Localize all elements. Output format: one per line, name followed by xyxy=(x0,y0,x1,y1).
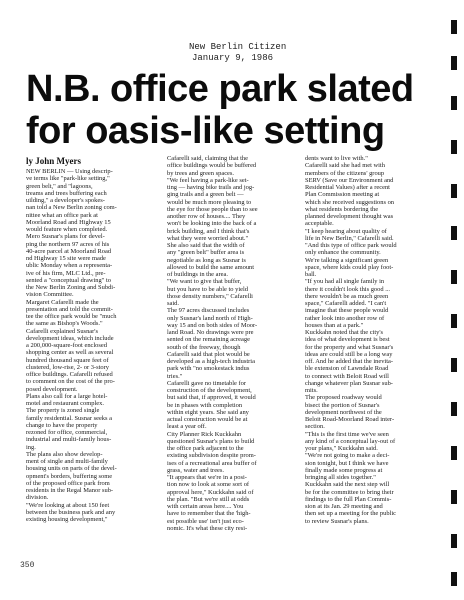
article-line: "This is the first time we've seen xyxy=(305,430,389,438)
binding-mark xyxy=(451,572,457,586)
article-line: ging trails and a green belt — xyxy=(167,191,244,199)
article-line: would be much more pleasing to xyxy=(167,198,252,206)
article-line: which she received suggestions on xyxy=(305,198,395,206)
headline-line-1: N.B. office park slated xyxy=(26,68,414,110)
binding-mark xyxy=(451,140,457,154)
byline: ly John Myers xyxy=(26,156,81,166)
article-line: development northwest of the xyxy=(305,408,382,416)
binding-mark xyxy=(451,358,457,372)
article-line: of buildings in the area. xyxy=(167,271,228,278)
article-line: The proposed roadway would xyxy=(305,394,382,402)
binding-mark xyxy=(451,534,457,548)
article-line: Beloit Road-Moorland Road inter- xyxy=(305,416,395,423)
article-line: the plan. "But we're still at odds xyxy=(167,495,250,503)
article-line: change whatever plan Susnar sub- xyxy=(305,379,393,387)
article-line: rather look into another row of xyxy=(305,314,385,322)
article-line: Kuckkahn noted that the city's xyxy=(305,329,384,336)
article-line: "We want to give that buffer, xyxy=(167,278,242,286)
article-line: but said that, if approved, it would xyxy=(167,394,256,402)
article-column-3 xyxy=(305,155,433,525)
article-line: south of the freeway, though xyxy=(167,343,241,351)
article-line: way 15 and on both sides of Moor- xyxy=(167,321,258,329)
article-line: industrial and multi-family hous- xyxy=(26,436,112,444)
article-line: won't be looking into the back of a xyxy=(167,220,257,228)
article-line: section. xyxy=(305,423,325,431)
article-line: any "green belt" buffer area is xyxy=(167,249,245,257)
article-line: approval here," Kuckkahn said of xyxy=(167,488,254,496)
binding-mark xyxy=(451,270,457,284)
binding-mark xyxy=(451,96,457,110)
article-line: motel and restaurant complex. xyxy=(26,400,104,407)
article-line: shopping center as well as several xyxy=(26,349,114,357)
article-line: space," Cafarelli added. "I can't xyxy=(305,300,387,307)
article-line: Mero Susnar's plans for devel- xyxy=(26,233,105,241)
article-line: Plan Commission meeting at xyxy=(305,191,380,199)
article-line: sion tonight, but I think we have xyxy=(305,459,389,467)
article-line: "If you had all single family in xyxy=(305,278,385,286)
article-line: SERV (Save our Environment and xyxy=(305,176,394,184)
page-number: 350 xyxy=(20,561,35,570)
article-line: Moorland Road and Highway 15 xyxy=(26,218,111,226)
article-line: those density numbers," Cafarelli xyxy=(167,292,253,300)
binding-mark xyxy=(451,184,457,198)
article-line: ment of single and multi-family xyxy=(26,458,108,465)
article-line: Cafarelli said that plot would be xyxy=(167,350,250,358)
article-line: uilding," a developer's spokes- xyxy=(26,197,105,204)
article-line: what residents bordering the xyxy=(305,205,379,213)
article-line: NEW BERLIN — Using descrip- xyxy=(26,168,113,175)
article-line: be for the committee to bring their xyxy=(305,488,394,496)
article-line: "I keep hearing about quality of xyxy=(305,227,387,235)
article-line: least a year off. xyxy=(167,423,207,431)
article-line: ideas are could still be a long way xyxy=(305,350,393,358)
article-line: a 200,000-square-foot enclosed xyxy=(26,342,107,349)
article-line: to connect with Beloit Road will xyxy=(305,372,389,380)
article-line: space, where kids could play foot- xyxy=(305,263,394,271)
article-line: "We feel having a park-like set- xyxy=(167,176,249,184)
article-column-1 xyxy=(26,168,154,523)
article-line: Cafarelli said, claiming that the xyxy=(167,155,248,162)
article-line: idea of what development is best xyxy=(305,336,390,344)
headline xyxy=(26,68,416,152)
article-line: rezoned for office, commercial, xyxy=(26,429,108,436)
article-line: The 97 acres discussed includes xyxy=(167,307,250,315)
article-line: est possible use' isn't just eco- xyxy=(167,517,244,525)
article-line: office buildings. Cafarelli refused xyxy=(26,371,113,378)
article-line: bisect the portion of Susnar's xyxy=(305,401,380,409)
article-line: park with "no smokestack indus xyxy=(167,365,250,373)
article-line: brick building, and I think that's xyxy=(167,227,250,235)
article-line: then set up a meeting for the public xyxy=(305,510,396,518)
binding-mark xyxy=(451,402,457,416)
article-line: ive of his firm, MLC Ltd., pre- xyxy=(26,269,106,277)
article-line: there wouldn't be as much green xyxy=(305,292,389,300)
article-line: bringing all sides together." xyxy=(305,474,376,481)
article-line: the New Berlin Zoning and Subdi- xyxy=(26,284,116,291)
article-line: allowed to build the same amount xyxy=(167,263,255,271)
article-line: posed development. xyxy=(26,385,78,393)
article-line: development ideas, which include xyxy=(26,334,114,342)
article-line: by trees and green spaces. xyxy=(167,169,235,177)
article-line: Cafarelli said she had met with xyxy=(305,162,385,170)
article-line: within eight years. She said any xyxy=(167,408,249,416)
article-line: life in New Berlin," Cafarelli said. xyxy=(305,234,394,242)
article-line: green belt," and "lagoons, xyxy=(26,182,93,190)
article-line: existing housing development," xyxy=(26,516,108,523)
article-line: ble extension of Lawndale Road xyxy=(305,365,389,373)
article-line: City Planner Rick Kuckkahn xyxy=(167,430,242,438)
article-line: "It appears that we're in a posi- xyxy=(167,474,247,481)
article-line: houses than at a park." xyxy=(305,321,364,329)
article-line: Margaret Cafarelli made the xyxy=(26,298,99,306)
article-line: ping the northern 97 acres of his xyxy=(26,240,110,248)
article-line: Cafarelli gave no timetable for xyxy=(167,379,247,387)
article-line: findings to the full Plan Commis- xyxy=(305,495,392,503)
binding-mark xyxy=(451,314,457,328)
article-line: finally made some progress at xyxy=(305,466,383,474)
newspaper-name: New Berlin Citizen xyxy=(189,42,287,52)
article-line: the eye for those people than to see xyxy=(167,205,258,213)
publication-date: January 9, 1986 xyxy=(192,53,274,63)
article-line: sented a "conceptual drawing" to xyxy=(26,276,111,284)
binding-mark xyxy=(451,56,457,70)
article-line: ublic Monday when a representa- xyxy=(26,262,113,270)
article-line: hundred thousand square feet of xyxy=(26,356,109,364)
article-line: "And this type of office park would xyxy=(305,242,397,249)
article-line: nan told a New Berlin zoning com- xyxy=(26,204,117,212)
masthead xyxy=(186,42,326,64)
article-line: tries." xyxy=(167,372,183,380)
article-line: with certain areas here.... You xyxy=(167,503,244,510)
article-line: your plans," Kuckkahn said. xyxy=(305,445,378,452)
article-line: have to remember that the 'high- xyxy=(167,510,251,518)
article-line: nd Highway 15 site were made xyxy=(26,255,106,262)
article-line: ises of a recreational area buffer of xyxy=(167,459,257,467)
article-line: the office park adjacent to the xyxy=(167,445,244,452)
article-line: office buildings would be buffered xyxy=(167,162,257,170)
article-line: 40-acre parcel at Moorland Road xyxy=(26,247,112,255)
article-line: only enhance the community. xyxy=(305,249,381,257)
article-line: what they were worried about." xyxy=(167,234,249,242)
article-line: vision Committee. xyxy=(26,291,74,299)
article-line: Plans also call for a large hotel- xyxy=(26,392,108,400)
article-line: the same as Bishop's Woods." xyxy=(26,320,103,328)
article-line: housing units on parts of the devel- xyxy=(26,465,117,473)
article-line: actual construction would be at xyxy=(167,416,248,423)
article-line: dents want to live with." xyxy=(305,155,368,162)
article-line: construction of the development, xyxy=(167,387,252,394)
article-line: existing subdivision despite prom- xyxy=(167,452,256,460)
article-line: treams and trees buffering each xyxy=(26,189,107,197)
article-line: grass, water and trees. xyxy=(167,466,225,474)
article-line: imagine that these people would xyxy=(305,307,389,315)
article-line: family residential. Susnar seeks a xyxy=(26,414,112,422)
article-line: only Susnar's land north of High- xyxy=(167,314,253,322)
article-line: nomic. It's what these city resi- xyxy=(167,524,248,532)
article-line: to review Susnar's plans. xyxy=(305,517,369,525)
article-column-2 xyxy=(167,155,295,532)
article-line: between the business park and any xyxy=(26,508,116,516)
binding-mark xyxy=(451,446,457,460)
binding-mark xyxy=(451,20,457,34)
article-line: sented on the remaining acreage xyxy=(167,336,250,344)
article-line: clustered, low-rise, 2- or 3-story xyxy=(26,363,109,371)
headline-line-2: for oasis-like setting xyxy=(26,110,385,152)
binding-mark xyxy=(451,226,457,240)
article-line: tee the office park would be "much xyxy=(26,313,117,320)
article-line: developed as a high-tech industria xyxy=(167,358,255,365)
article-line: The plans also show develop- xyxy=(26,450,103,458)
article-line: Kuckkahn said the next step will xyxy=(305,481,390,489)
article-line: mits. xyxy=(305,387,318,394)
article-line: there it couldn't look this good ... xyxy=(305,285,391,293)
article-line: We're talking a significant green xyxy=(305,256,389,264)
article-line: would feature when completed. xyxy=(26,226,108,233)
article-line: negotiable as long as Susnar is xyxy=(167,256,246,264)
article-line: another row of houses.... They xyxy=(167,213,246,220)
article-line: to comment on the cost of the pro- xyxy=(26,378,115,386)
article-line: division. xyxy=(26,494,49,502)
binding-mark xyxy=(451,490,457,504)
article-line: The property is zoned single xyxy=(26,407,100,415)
article-line: tion now to look at some sort of xyxy=(167,481,250,489)
article-line: nittee what an office park at xyxy=(26,211,98,219)
article-line: ing. xyxy=(26,443,36,451)
article-line: sion at its Jan. 29 meeting and xyxy=(305,503,383,510)
article-line: She also said that the width of xyxy=(167,242,245,249)
article-line: acceptable. xyxy=(305,220,334,228)
article-line: ve terms like "park-like setting," xyxy=(26,175,110,183)
article-line: ting — having bike trails and jog- xyxy=(167,184,255,191)
article-line: planned development thought was xyxy=(305,213,394,220)
article-line: land Road. No drawings were pre xyxy=(167,329,254,336)
article-line: any kind of a conceptual lay-out of xyxy=(305,437,396,445)
article-line: residents in the Regal Manor sub- xyxy=(26,487,114,494)
article-line: for the property and what Susnar's xyxy=(305,343,394,351)
article-line: Cafarelli explained Susnar's xyxy=(26,327,98,335)
article-line: questioned Susnar's plans to build xyxy=(167,437,255,445)
article-line: presentation and told the commit- xyxy=(26,305,113,313)
article-line: be in phases with completion xyxy=(167,401,243,409)
article-line: off. And he added that the inevita- xyxy=(305,358,394,365)
article-line: ball. xyxy=(305,271,317,278)
article-line: Residential Values) after a recent xyxy=(305,184,390,191)
article-line: said. xyxy=(167,300,179,307)
article-line: "We're looking at about 150 feet xyxy=(26,501,110,509)
article-line: but you have to be able to yield xyxy=(167,285,248,293)
article-line: "We're not going to make a deci- xyxy=(305,452,390,460)
article-line: of the proposed office park from xyxy=(26,479,110,487)
article-line: opment's borders, buffering some xyxy=(26,472,113,480)
article-line: change to have the property xyxy=(26,421,98,429)
article-line: members of the citizens' group xyxy=(305,169,385,177)
